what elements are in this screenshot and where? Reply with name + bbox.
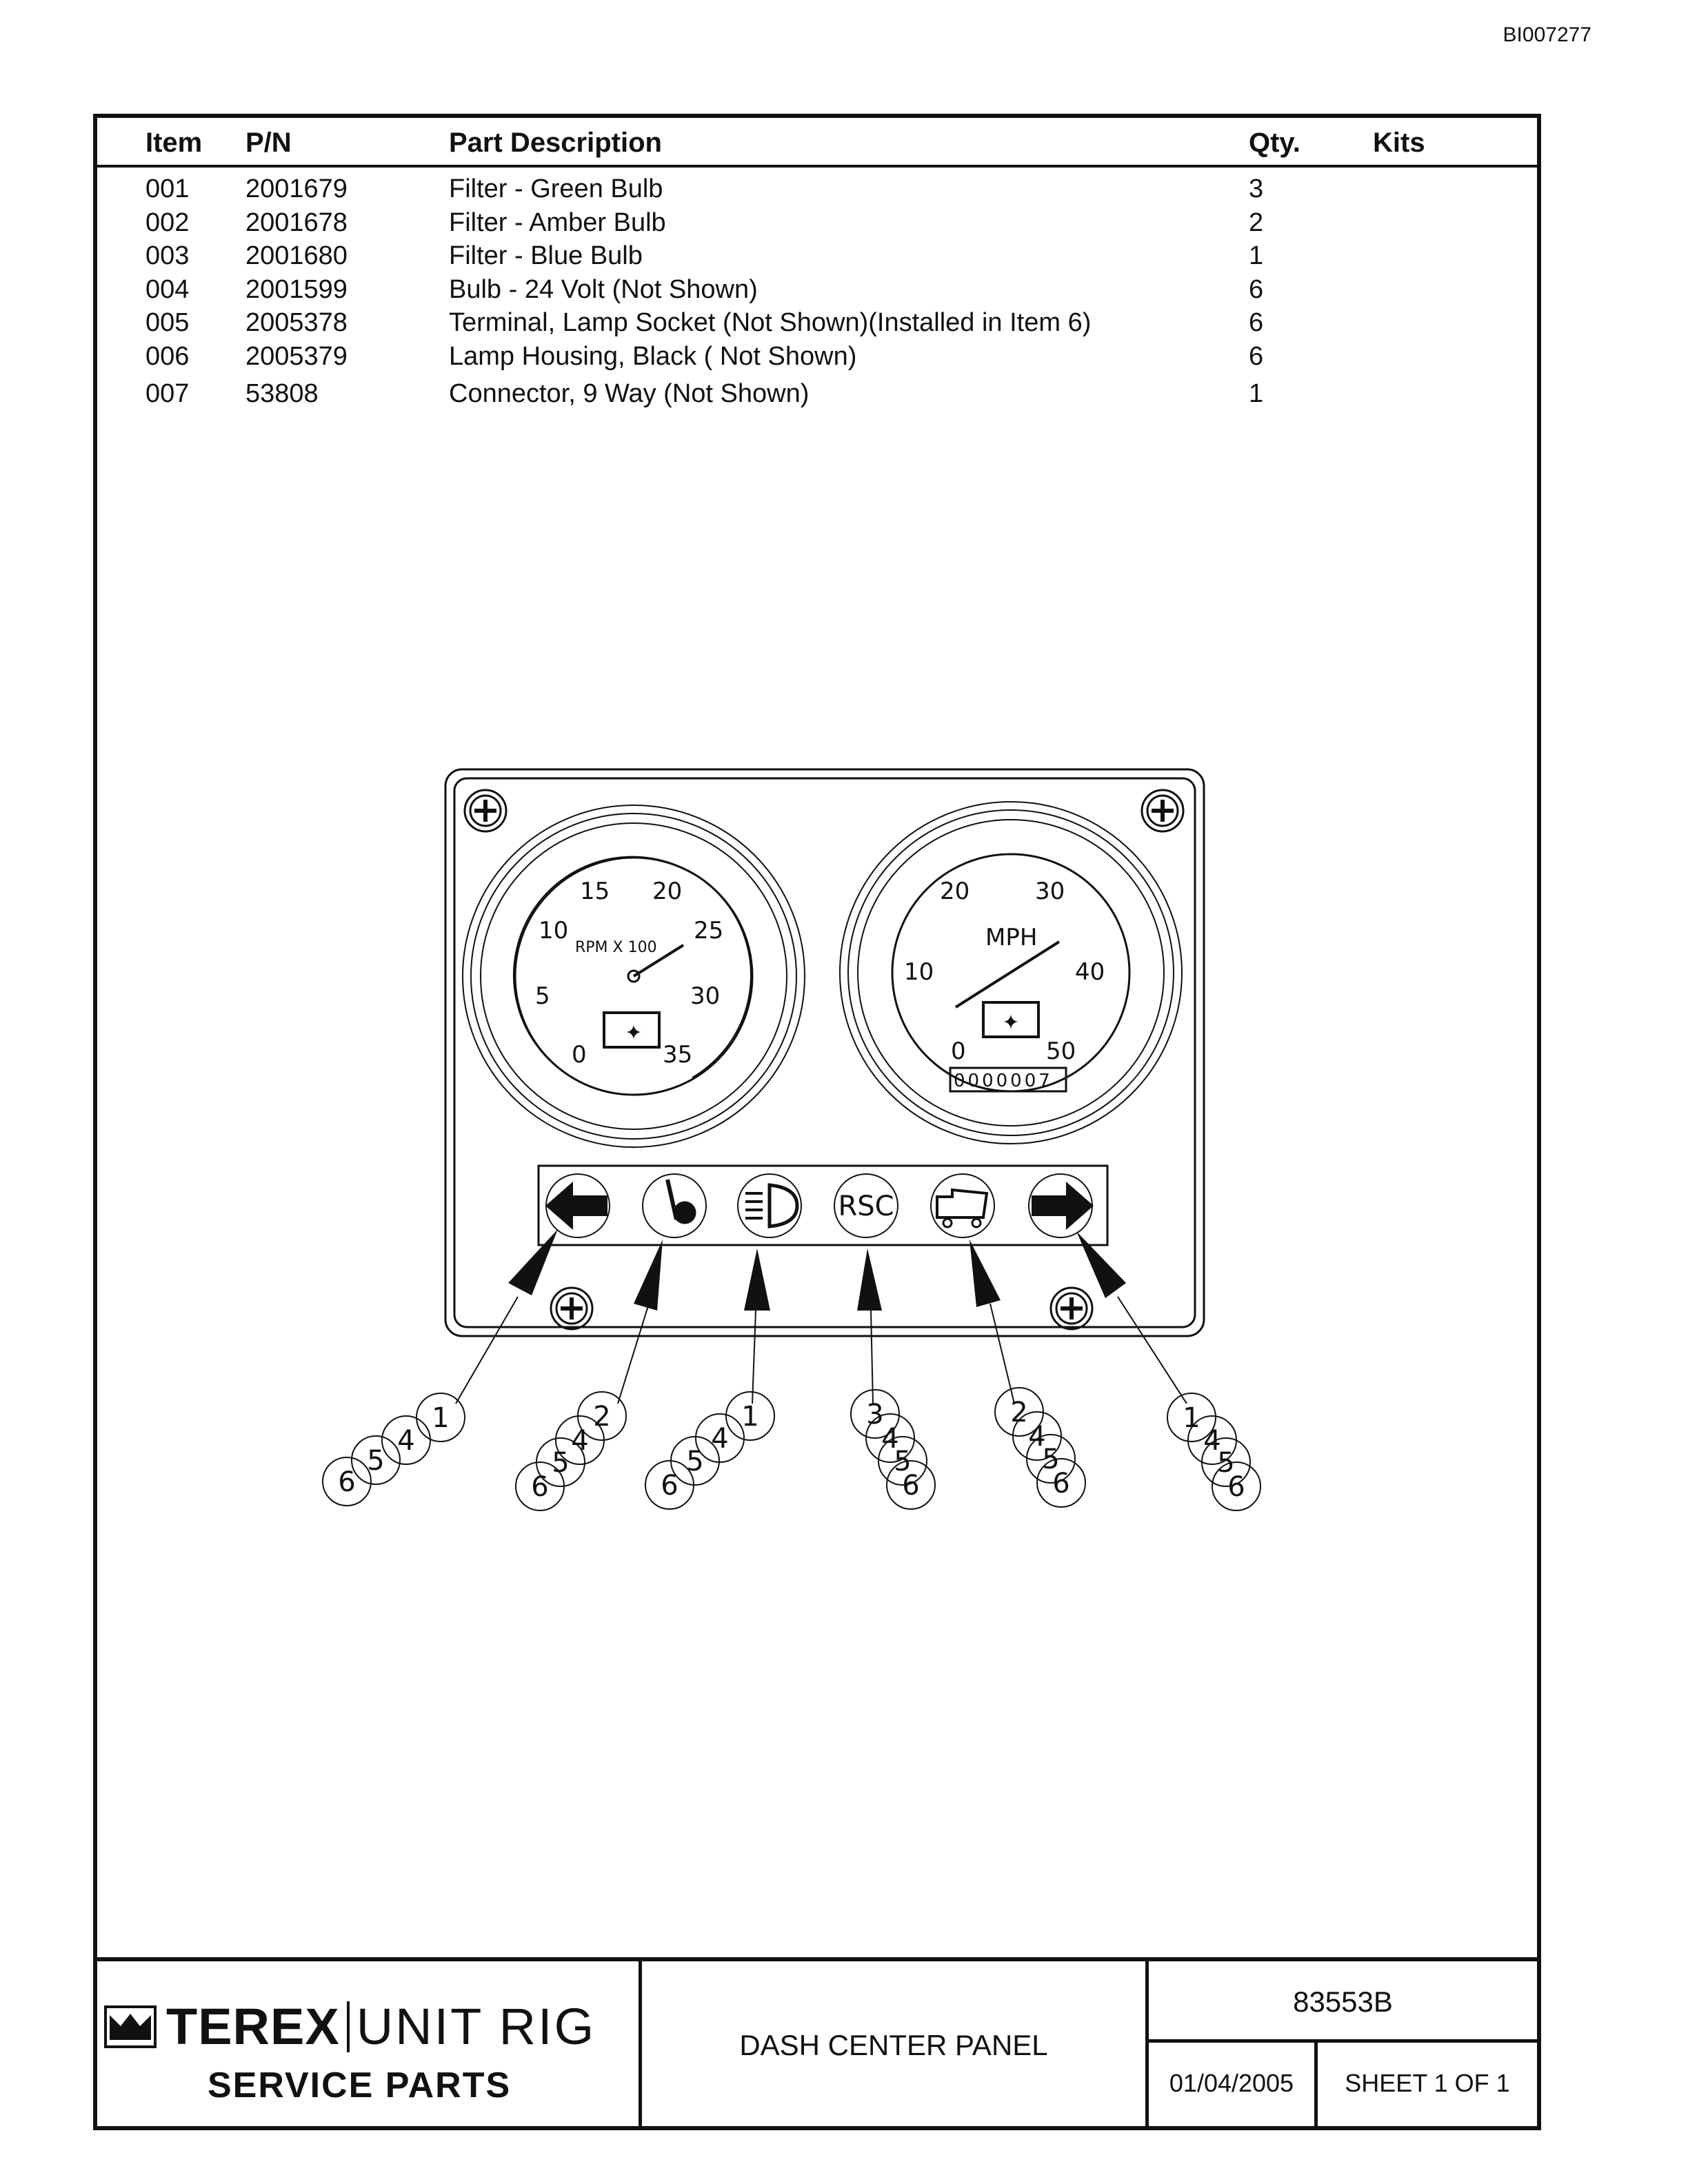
- leader-arrowhead: [744, 1248, 770, 1311]
- tach-tick-label: 10: [539, 917, 569, 944]
- speedo-unit-label: MPH: [985, 924, 1038, 951]
- terex-logo-icon: [104, 2005, 157, 2048]
- row-part-number: 2005379: [245, 341, 348, 371]
- leader-arrowhead: [857, 1248, 882, 1311]
- callout-number: 6: [661, 1470, 679, 1502]
- row-quantity: 6: [1249, 274, 1264, 304]
- left-turn-arrow-icon: [545, 1174, 610, 1237]
- rsc-icon: [834, 1174, 898, 1237]
- row-part-number: 2005378: [245, 308, 348, 337]
- row-description: Bulb - 24 Volt (Not Shown): [449, 274, 758, 304]
- brand-logo: [104, 1997, 596, 2056]
- row-part-number: 2001599: [245, 274, 348, 304]
- row-description: Filter - Green Bulb: [449, 174, 663, 203]
- tach-unit-label: RPM X 100: [575, 939, 657, 956]
- callout-group: [323, 1393, 465, 1506]
- logo-icon: ✦: [1002, 1011, 1020, 1035]
- leader-arrowhead: [508, 1229, 558, 1295]
- leader-arrowhead: [1076, 1231, 1126, 1298]
- tachometer-gauge: [463, 805, 805, 1147]
- row-part-number: 2001679: [245, 174, 348, 203]
- callout-number: 4: [881, 1423, 899, 1455]
- tach-tick-label: 25: [694, 917, 724, 944]
- header-kits: Kits: [1373, 128, 1425, 158]
- callout-balloons: [323, 1388, 1260, 1510]
- screw-icon: [551, 1288, 592, 1329]
- sheet-number: SHEET 1 OF 1: [1345, 2069, 1510, 2097]
- header-description: Part Description: [449, 128, 662, 158]
- callout-number: 5: [1042, 1444, 1060, 1475]
- row-item: 003: [145, 241, 190, 270]
- callout-group: [851, 1390, 935, 1509]
- high-beam-icon: [738, 1174, 801, 1237]
- row-item: 004: [145, 274, 190, 304]
- callout-group: [995, 1388, 1085, 1507]
- row-quantity: 6: [1249, 341, 1264, 371]
- odometer-readout: 0000007: [954, 1071, 1053, 1091]
- callout-number: 3: [866, 1399, 884, 1430]
- row-item: 006: [145, 341, 190, 371]
- callout-number: 5: [686, 1446, 704, 1477]
- callout-number: 5: [1217, 1447, 1235, 1479]
- tach-tick-label: 0: [572, 1041, 587, 1069]
- callout-number: 5: [552, 1447, 570, 1479]
- speedo-tick-label: 40: [1075, 958, 1105, 986]
- tach-tick-label: 15: [580, 878, 610, 905]
- callout-number: 5: [367, 1445, 385, 1477]
- callout-number: 4: [1028, 1421, 1046, 1453]
- drawing-title: DASH CENTER PANEL: [739, 2029, 1048, 2061]
- callout-number: 4: [711, 1423, 729, 1455]
- leader-arrowhead: [969, 1240, 1001, 1307]
- speedo-labels: [904, 878, 1105, 1091]
- speedo-tick-label: 30: [1035, 878, 1065, 905]
- brand-separator: [347, 2001, 350, 2052]
- row-quantity: 1: [1249, 379, 1264, 408]
- callout-number: 1: [1183, 1402, 1200, 1434]
- right-turn-arrow-icon: [1029, 1174, 1094, 1237]
- speedo-tick-label: 50: [1046, 1038, 1076, 1065]
- title-block: [97, 1957, 1537, 2126]
- row-part-number: 2001680: [245, 241, 348, 270]
- rsc-label: RSC: [838, 1191, 894, 1222]
- row-description: Lamp Housing, Black ( Not Shown): [449, 341, 857, 371]
- row-item: 001: [145, 174, 190, 203]
- row-description: Terminal, Lamp Socket (Not Shown)(Installed in Item 6): [449, 308, 1092, 337]
- brand-name-light: UNIT RIG: [356, 1998, 596, 2055]
- tach-tick-label: 5: [535, 982, 550, 1010]
- callout-number: 6: [1052, 1468, 1070, 1499]
- callout-number: 5: [894, 1446, 912, 1477]
- callout-number: 1: [432, 1402, 450, 1434]
- row-quantity: 3: [1249, 174, 1264, 203]
- leader-arrows: [456, 1229, 1187, 1404]
- brand-subtitle: SERVICE PARTS: [208, 2065, 512, 2105]
- callout-group: [516, 1392, 626, 1510]
- row-description: Filter - Blue Bulb: [449, 241, 643, 270]
- callout-number: 4: [1203, 1425, 1221, 1457]
- speedometer-gauge: [840, 802, 1182, 1144]
- row-item: 002: [145, 208, 190, 237]
- dash-panel-drawing: [97, 118, 1537, 1965]
- callout-number: 1: [741, 1401, 759, 1433]
- header-item: Item: [145, 128, 203, 158]
- drawing-frame: [93, 114, 1541, 2130]
- speedo-tick-label: 20: [940, 878, 970, 905]
- drawing-number: 83553B: [1149, 1961, 1537, 2043]
- callout-group: [1167, 1393, 1260, 1510]
- brand-name-bold: TEREX: [166, 1998, 340, 2055]
- title-cell: [642, 1961, 1149, 2126]
- callout-number: 6: [902, 1470, 920, 1502]
- callout-number: 6: [531, 1471, 549, 1503]
- callout-number: 2: [1010, 1397, 1028, 1428]
- row-description: Connector, 9 Way (Not Shown): [449, 379, 810, 408]
- callout-group: [645, 1392, 774, 1509]
- dump-body-icon: [931, 1174, 994, 1237]
- row-description: Filter - Amber Bulb: [449, 208, 666, 237]
- drawing-date: 01/04/2005: [1149, 2043, 1318, 2126]
- document-id: BI007277: [1503, 23, 1591, 46]
- brand-cell: [97, 1961, 642, 2126]
- screw-icon: [465, 790, 506, 831]
- row-quantity: 1: [1249, 241, 1264, 270]
- logo-icon: ✦: [625, 1021, 643, 1045]
- tach-tick-label: 30: [690, 982, 721, 1010]
- row-part-number: 53808: [245, 379, 319, 408]
- speedo-tick-label: 0: [951, 1038, 966, 1065]
- row-quantity: 2: [1249, 208, 1264, 237]
- tach-tick-label: 20: [652, 878, 683, 905]
- indicator-strip: [539, 1166, 1107, 1245]
- leader-arrowhead: [634, 1240, 663, 1311]
- tach-tick-label: 35: [663, 1041, 693, 1069]
- callout-number: 6: [338, 1466, 356, 1498]
- callout-number: 2: [593, 1401, 611, 1433]
- callout-number: 4: [571, 1425, 589, 1457]
- header-quantity: Qty.: [1249, 128, 1300, 158]
- callout-number: 6: [1227, 1471, 1245, 1503]
- header-part-number: P/N: [245, 128, 292, 158]
- row-part-number: 2001678: [245, 208, 348, 237]
- screw-icon: [1051, 1288, 1092, 1329]
- info-cell: [1149, 1961, 1537, 2126]
- row-item: 005: [145, 308, 190, 337]
- row-item: 007: [145, 379, 190, 408]
- screw-icon: [1142, 790, 1183, 831]
- callout-number: 4: [397, 1425, 415, 1457]
- parking-brake-icon: [643, 1174, 706, 1237]
- speedo-tick-label: 10: [904, 958, 934, 986]
- row-quantity: 6: [1249, 308, 1264, 337]
